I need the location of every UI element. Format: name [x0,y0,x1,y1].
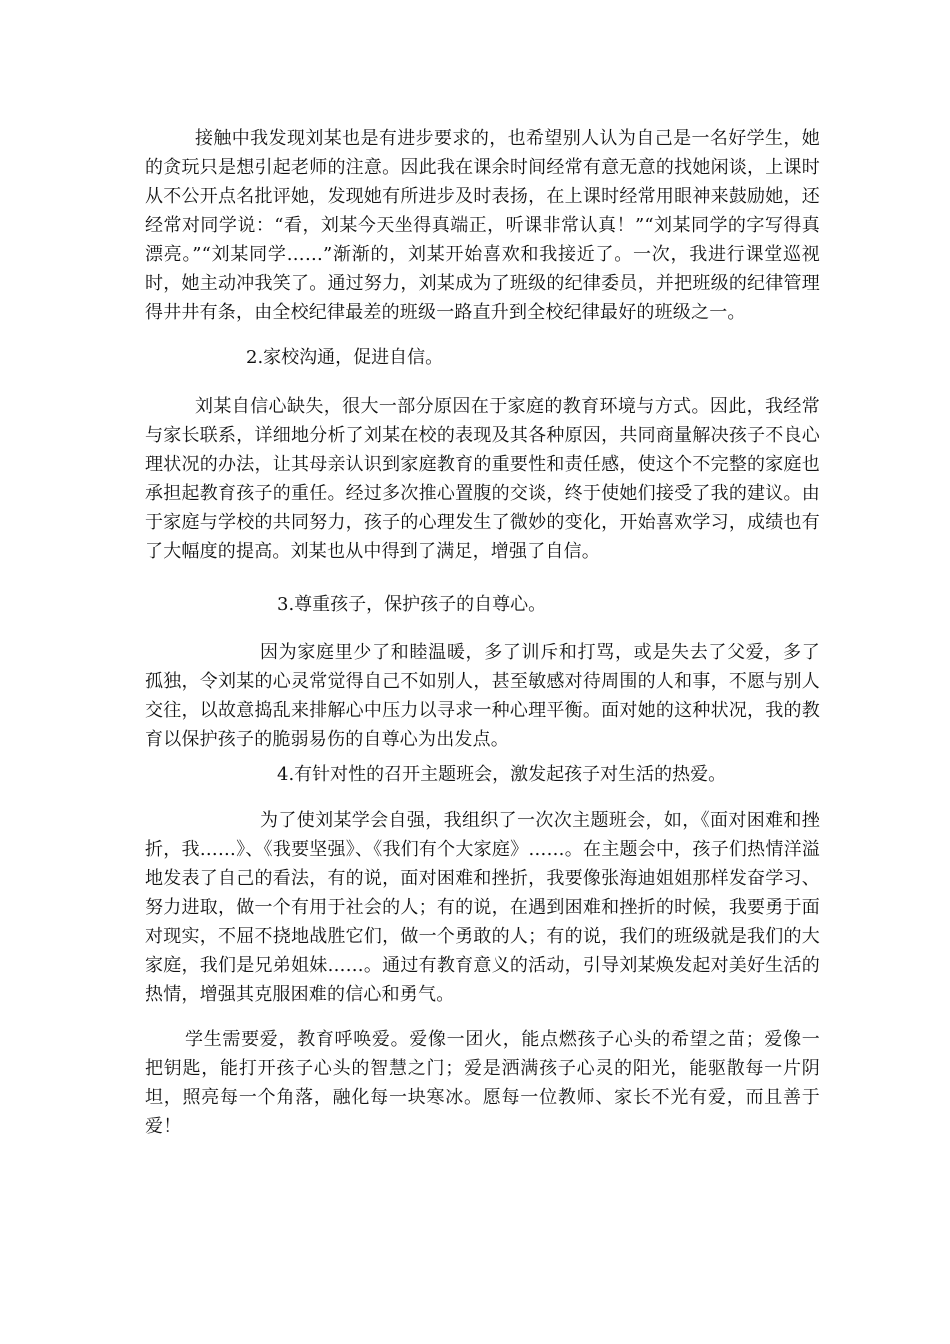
section-heading-home-school-communication: 2.家校沟通，促进自信。 [246,347,444,368]
section-heading-theme-class-meeting: 4.有针对性的召开主题班会，激发起孩子对生活的热爱。 [277,764,727,785]
paragraph-respect-child: 因为家庭里少了和睦温暖，多了训斥和打骂，或是失去了父爱，多了孤独，令刘某的心灵常觉得自己不如别人，甚至敏感对待周围的人和事，不愿与别人交往，以故意捣乱来排解心中压力以寻求一种心理平衡。面对她的这种状况，我的教育以保护孩子的脆弱易伤的自尊心为出发点。 [145,642,820,750]
paragraph-theme-class-meeting: 为了使刘某学会自强，我组织了一次次主题班会，如，《面对困难和挫折，我……》、《我要坚强》、《我们有个大家庭》……。在主题会中，孩子们热情洋溢地发表了自己的看法，有的说，面对困难和挫折，我要像张海迪姐姐那样发奋学习、努力进取，做一个有用于社会的人；有的说，在遇到困难和挫折的时候，我要勇于面对现实，不屈不挠地战胜它们，做一个勇敢的人；有的说，我们的班级就是我们的大家庭，我们是兄弟姐妹……。通过有教育意义的活动，引导刘某焕发起对美好生活的热情，增强其克服困难的信心和勇气。 [145,810,820,1005]
paragraph-home-school-communication: 刘某自信心缺失，很大一部分原因在于家庭的教育环境与方式。因此，我经常与家长联系，详细地分析了刘某在校的表现及其各种原因，共同商量解决孩子不良心理状况的办法，让其母亲认识到家庭教育的重要性和责任感，使这个不完整的家庭也承担起教育孩子的重任。经过多次推心置腹的交谈，终于使她们接受了我的建议。由于家庭与学校的共同努力，孩子的心理发生了微妙的变化，开始喜欢学习，成绩也有了大幅度的提高。刘某也从中得到了满足，增强了自信。 [145,396,820,562]
paragraph-conclusion-love: 学生需要爱，教育呼唤爱。爱像一团火，能点燃孩子心头的希望之苗；爱像一把钥匙，能打开孩子心头的智慧之门；爱是洒满孩子心灵的阳光，能驱散每一片阴坦，照亮每一个角落，融化每一块寒冰。愿每一位教师、家长不光有爱，而且善于爱！ [145,1029,820,1137]
paragraph-teacher-encouragement: 接触中我发现刘某也是有进步要求的，也希望别人认为自己是一名好学生，她的贪玩只是想引起老师的注意。因此我在课余时间经常有意无意的找她闲谈，上课时从不公开点名批评她，发现她有所进步及时表扬，在上课时经常用眼神来鼓励她，还经常对同学说：“看，刘某今天坐得真端正，听课非常认真！”“刘某同学的字写得真漂亮。”“刘某同学……”渐渐的，刘某开始喜欢和我接近了。一次，我进行课堂巡视时，她主动冲我笑了。通过努力，刘某成为了班级的纪律委员，并把班级的纪律管理得井井有条，由全校纪律最差的班级一路直升到全校纪律最好的班级之一。 [145,128,820,323]
section-heading-respect-child: 3.尊重孩子，保护孩子的自尊心。 [277,594,547,615]
